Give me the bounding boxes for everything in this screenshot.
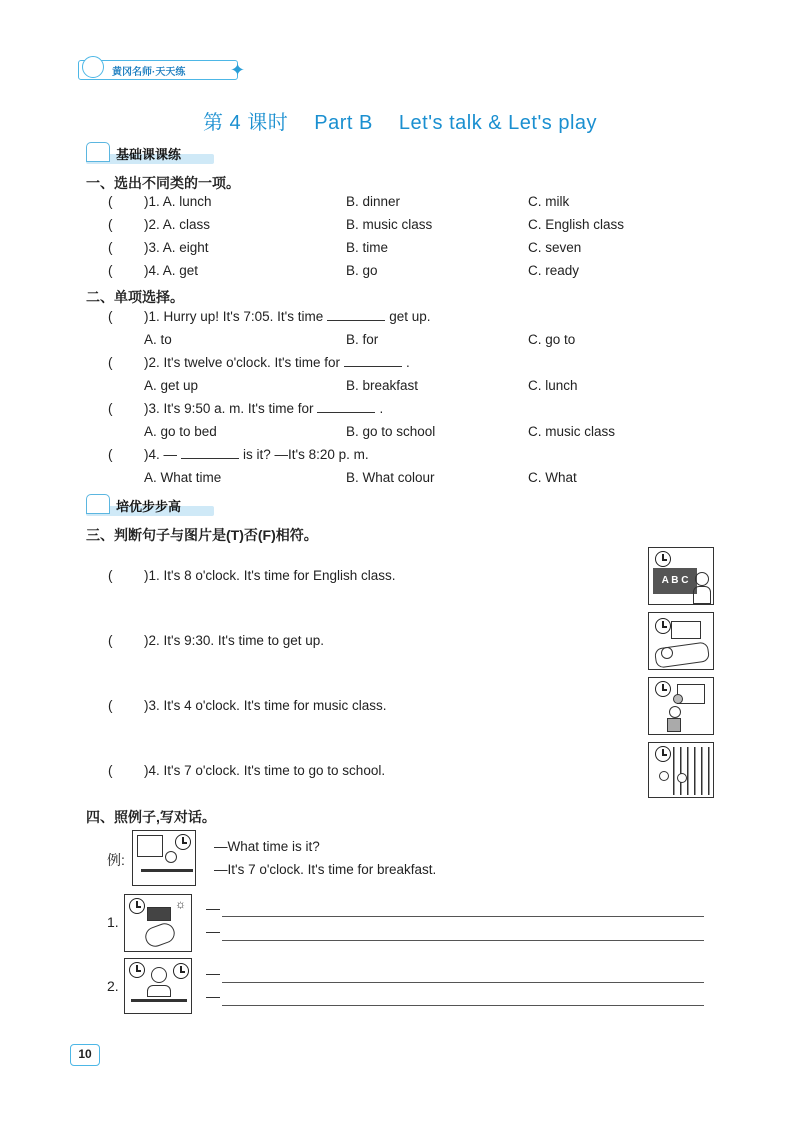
clock-icon: [655, 746, 671, 762]
section-advanced-title: 培优步步高: [116, 499, 182, 514]
q1-item: [108, 240, 728, 260]
answer-line[interactable]: [222, 916, 704, 917]
q1-item: [108, 263, 728, 283]
option-c: C. seven: [528, 240, 582, 255]
dialog-dash: —: [206, 988, 220, 1004]
sun-icon: ☼: [175, 897, 186, 911]
stem-text: )1. Hurry up! It's 7:05. It's time: [144, 309, 324, 324]
table: [141, 869, 193, 872]
q1-title: 一、选出不同类的一项。: [86, 175, 240, 191]
stem-text-end: is it? —It's 8:20 p. m.: [243, 447, 369, 462]
window: [137, 835, 163, 857]
picture-lunch: [124, 958, 192, 1014]
clock-icon: [655, 551, 671, 567]
answer-line[interactable]: [222, 982, 704, 983]
example-answer: —It's 7 o'clock. It's time for breakfast.: [214, 862, 437, 877]
statement-text: )1. It's 8 o'clock. It's time for English class.: [144, 568, 396, 583]
picture-school-gate: [648, 742, 714, 798]
player-body: [667, 718, 681, 732]
dialog-dash: —: [206, 965, 220, 981]
person: [142, 920, 177, 949]
page-title: [0, 106, 800, 135]
stem-text: )4. —: [144, 447, 178, 462]
option-a: )3. A. eight: [144, 240, 209, 255]
clock-icon: [129, 898, 145, 914]
player-head: [669, 706, 681, 718]
child-head: [659, 771, 669, 781]
option-c: C. ready: [528, 263, 580, 278]
option-b: B. go to school: [346, 424, 436, 439]
answer-paren[interactable]: (: [108, 309, 113, 324]
q2-stem: [108, 401, 728, 421]
eater-head: [165, 851, 177, 863]
page-number: 10: [70, 1044, 100, 1066]
option-b: B. What colour: [346, 470, 435, 485]
option-a: )1. A. lunch: [144, 194, 212, 209]
q2-options: [108, 378, 728, 398]
fill-blank[interactable]: [327, 309, 385, 321]
gate-bars: [673, 747, 711, 795]
stem-text: )2. It's twelve o'clock. It's time for: [144, 355, 341, 370]
q1-item: [108, 194, 728, 214]
example-label: 例:: [107, 852, 125, 868]
q3-item: [108, 698, 728, 718]
section-advanced: [86, 494, 216, 516]
fill-blank[interactable]: [317, 401, 375, 413]
radio: [147, 907, 171, 921]
option-c: C. milk: [528, 194, 570, 209]
answer-paren[interactable]: (: [108, 447, 113, 462]
q3-item: [108, 633, 728, 653]
stem-text-end: .: [379, 401, 384, 416]
dialog-dash: —: [206, 923, 220, 939]
answer-paren[interactable]: (: [108, 698, 113, 713]
girl-head: [151, 967, 167, 983]
bear-icon: [82, 56, 104, 78]
clock-icon: [655, 681, 671, 697]
clock-icon: [129, 962, 145, 978]
clock-icon: [175, 834, 191, 850]
fill-blank[interactable]: [181, 447, 239, 459]
picture-english-class: [648, 547, 714, 605]
answer-paren[interactable]: (: [108, 355, 113, 370]
statement-text: )4. It's 7 o'clock. It's time to go to school.: [144, 763, 386, 778]
option-c: C. music class: [528, 424, 616, 439]
answer-line[interactable]: [222, 940, 704, 941]
item-number: 1.: [107, 914, 119, 930]
option-b: B. breakfast: [346, 378, 419, 393]
topic-label: Let's talk & Let's play: [398, 112, 598, 134]
option-c: C. go to: [528, 332, 576, 347]
ball: [673, 694, 683, 704]
answer-paren[interactable]: (: [108, 263, 113, 278]
q2-stem: [108, 309, 728, 329]
statement-text: )3. It's 4 o'clock. It's time for music class.: [144, 698, 387, 713]
teacher-body: [693, 586, 711, 604]
option-b: B. for: [346, 332, 379, 347]
picture-breakfast: [132, 830, 196, 886]
option-a: A. get up: [144, 378, 199, 393]
star-icon: ✦: [230, 60, 246, 80]
example-question: —What time is it?: [214, 839, 320, 854]
girl-body: [147, 985, 171, 997]
brand-banner: [78, 58, 248, 84]
option-a: A. What time: [144, 470, 222, 485]
option-b: B. dinner: [346, 194, 401, 209]
blackboard: A B C: [653, 568, 697, 594]
answer-paren[interactable]: (: [108, 240, 113, 255]
answer-paren[interactable]: (: [108, 217, 113, 232]
q2-options: [108, 470, 728, 490]
option-a: A. to: [144, 332, 172, 347]
option-a: )4. A. get: [144, 263, 199, 278]
table: [131, 999, 187, 1002]
teacher-head: [695, 572, 709, 586]
answer-paren[interactable]: (: [108, 763, 113, 778]
stem-text-end: get up.: [389, 309, 431, 324]
item-number: 2.: [107, 978, 119, 994]
fill-blank[interactable]: [344, 355, 402, 367]
bear-icon: [86, 142, 110, 162]
option-b: B. music class: [346, 217, 433, 232]
clock-icon: [173, 963, 189, 979]
window: [671, 621, 701, 639]
lesson-label: 第 4 课时: [202, 112, 289, 134]
q2-options: [108, 332, 728, 352]
answer-paren[interactable]: (: [108, 633, 113, 648]
q2-title: 二、单项选择。: [86, 289, 184, 305]
q1-item: [108, 217, 728, 237]
option-c: C. lunch: [528, 378, 578, 393]
q2-stem: [108, 447, 728, 467]
option-a: )2. A. class: [144, 217, 211, 232]
option-b: B. go: [346, 263, 378, 278]
answer-paren[interactable]: (: [108, 401, 113, 416]
q4-title: 四、照例子,写对话。: [86, 809, 216, 825]
part-label: Part B: [314, 112, 373, 134]
brand-text: 黄冈名师·天天练: [112, 67, 186, 78]
clock-icon: [655, 618, 671, 634]
answer-paren[interactable]: (: [108, 194, 113, 209]
section-basic-title: 基础课课练: [116, 147, 182, 162]
q3-item: [108, 568, 728, 588]
statement-text: )2. It's 9:30. It's time to get up.: [144, 633, 324, 648]
q3-item: [108, 763, 728, 783]
answer-line[interactable]: [222, 1005, 704, 1006]
stem-text-end: .: [406, 355, 410, 370]
stem-text: )3. It's 9:50 a. m. It's time for: [144, 401, 314, 416]
q2-options: [108, 424, 728, 444]
q2-stem: [108, 355, 728, 375]
q3-title: 三、判断句子与图片是(T)否(F)相符。: [86, 527, 318, 543]
answer-paren[interactable]: (: [108, 568, 113, 583]
picture-basketball: [648, 677, 714, 735]
section-basic: [86, 142, 216, 164]
option-b: B. time: [346, 240, 389, 255]
option-c: C. What: [528, 470, 577, 485]
sleeping-head: [661, 647, 673, 659]
picture-sleeping: [648, 612, 714, 670]
option-a: A. go to bed: [144, 424, 217, 439]
child-head: [677, 773, 687, 783]
option-c: C. English class: [528, 217, 625, 232]
bear-icon: [86, 494, 110, 514]
picture-getting-up: [124, 894, 192, 952]
dialog-dash: —: [206, 900, 220, 916]
